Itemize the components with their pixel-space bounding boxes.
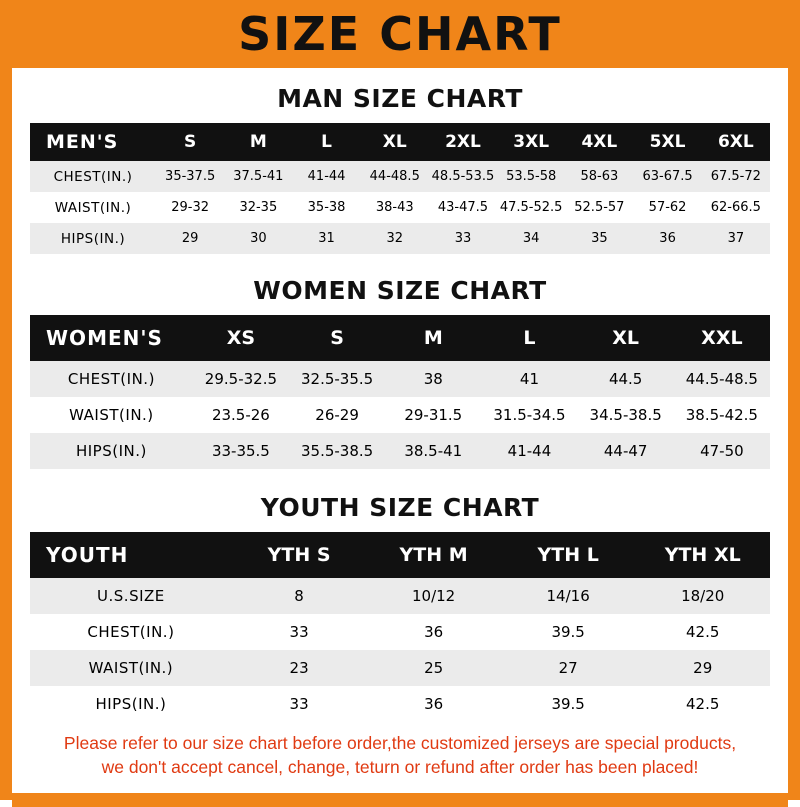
man-cell: 35 [591, 231, 608, 246]
women-size-table [30, 315, 770, 469]
youth-cell: 23 [289, 659, 309, 677]
man-cell: 47.5-52.5 [499, 200, 563, 215]
man-header-cell: 3XL [513, 132, 550, 152]
page-title: SIZE CHART [238, 7, 562, 61]
youth-cell: 29 [693, 659, 713, 677]
man-cell: 43-47.5 [437, 200, 489, 215]
header-band [12, 0, 788, 68]
women-cell: 23.5-26 [211, 406, 270, 424]
man-header-cell: 2XL [445, 132, 481, 152]
man-cell: 62-66.5 [710, 200, 761, 215]
women-cell: 41-44 [507, 442, 552, 460]
man-cell: 30 [250, 231, 267, 246]
youth-section-title: YOUTH SIZE CHART [260, 493, 540, 522]
youth-cell: 25 [424, 659, 444, 677]
women-cell: 33-35.5 [211, 442, 270, 460]
table-row [30, 614, 770, 650]
women-cell: 47-50 [700, 442, 744, 460]
man-header-cell: XL [382, 132, 407, 152]
youth-cell: 27 [558, 659, 578, 677]
man-table-header-row [30, 123, 770, 161]
youth-cell: 10/12 [411, 587, 456, 605]
youth-size-table [30, 532, 770, 722]
man-header-cell: 4XL [581, 132, 618, 152]
youth-cell: 33 [289, 695, 309, 713]
table-row [30, 397, 770, 433]
women-header-cell: M [423, 327, 443, 349]
man-cell: 37.5-41 [233, 169, 284, 184]
women-cell: 44.5 [608, 370, 643, 388]
bottom-band [12, 793, 788, 807]
youth-row-label: CHEST(IN.) [87, 623, 175, 641]
table-row [30, 223, 770, 254]
man-cell: 58-63 [580, 169, 619, 184]
man-section-title: MAN SIZE CHART [277, 84, 523, 113]
youth-header-cell: YTH L [537, 544, 599, 566]
man-cell: 36 [659, 231, 676, 246]
man-cell: 63-67.5 [642, 169, 693, 184]
man-header-cell: L [321, 132, 332, 152]
man-cell: 37 [727, 231, 745, 246]
man-cell: 32-35 [239, 200, 278, 215]
youth-header-cell: YTH S [267, 544, 331, 566]
women-header-cell: WOMEN'S [46, 326, 163, 350]
women-cell: 38.5-42.5 [685, 406, 758, 424]
women-cell: 44-47 [603, 442, 648, 460]
youth-header-cell: YTH M [399, 544, 468, 566]
youth-table-header-row [30, 532, 770, 578]
man-cell: 48.5-53.5 [431, 169, 495, 184]
footer-line-2: we don't accept cancel, change, teturn or refund after order has been placed! [101, 756, 699, 777]
man-header-cell: MEN'S [46, 131, 119, 153]
women-cell: 32.5-35.5 [300, 370, 374, 388]
man-header-cell: 6XL [717, 132, 754, 152]
man-header-cell: 5XL [649, 132, 686, 152]
table-row [30, 578, 770, 614]
women-row-label: HIPS(IN.) [75, 442, 147, 460]
youth-cell: 39.5 [551, 695, 585, 713]
youth-cell: 14/16 [546, 587, 590, 605]
table-row [30, 192, 770, 223]
youth-cell: 18/20 [681, 587, 725, 605]
women-cell: 31.5-34.5 [493, 406, 566, 424]
man-header-cell: M [249, 132, 267, 152]
women-cell: 38.5-41 [404, 442, 463, 460]
man-cell: 33 [454, 231, 472, 246]
man-row-label: HIPS(IN.) [60, 230, 126, 247]
youth-row-label: HIPS(IN.) [95, 695, 167, 713]
man-cell: 29-32 [171, 200, 210, 215]
women-section-title: WOMEN SIZE CHART [253, 276, 547, 305]
man-cell: 38-43 [375, 200, 414, 215]
women-cell: 29-31.5 [404, 406, 463, 424]
man-cell: 34 [522, 231, 540, 246]
women-cell: 35.5-38.5 [300, 442, 374, 460]
women-cell: 38 [423, 370, 443, 388]
youth-row-label: U.S.SIZE [97, 587, 165, 605]
man-cell: 44-48.5 [369, 169, 420, 184]
man-header-cell: S [184, 132, 197, 152]
man-row-label: CHEST(IN.) [53, 168, 133, 185]
youth-header-cell: YOUTH [46, 543, 129, 567]
man-cell: 35-38 [307, 200, 346, 215]
women-row-label: CHEST(IN.) [67, 370, 155, 388]
table-row [30, 361, 770, 397]
man-cell: 53.5-58 [506, 169, 557, 184]
women-cell: 29.5-32.5 [204, 370, 278, 388]
table-row [30, 161, 770, 192]
youth-row-label: WAIST(IN.) [88, 659, 174, 677]
youth-cell: 33 [289, 623, 309, 641]
women-cell: 26-29 [315, 406, 359, 424]
women-table-header-row [30, 315, 770, 361]
women-cell: 44.5-48.5 [685, 370, 758, 388]
footer-disclaimer [30, 722, 770, 793]
youth-cell: 39.5 [551, 623, 585, 641]
man-cell: 41-44 [307, 169, 346, 184]
man-cell: 57-62 [648, 200, 687, 215]
man-cell: 29 [181, 231, 199, 246]
table-row [30, 650, 770, 686]
women-cell: 41 [519, 370, 540, 388]
man-size-table [30, 123, 770, 254]
women-header-cell: S [330, 327, 344, 349]
man-row-label: WAIST(IN.) [54, 199, 132, 216]
youth-cell: 36 [424, 623, 444, 641]
man-cell: 32 [386, 231, 404, 246]
women-header-cell: XS [226, 327, 256, 349]
youth-cell: 42.5 [686, 623, 720, 641]
women-header-cell: XXL [701, 327, 743, 349]
man-cell: 31 [318, 231, 335, 246]
footer-line-1: Please refer to our size chart before order,the customized jerseys are special products, [63, 733, 737, 753]
youth-cell: 36 [424, 695, 444, 713]
youth-cell: 8 [294, 587, 304, 605]
table-row [30, 433, 770, 469]
man-cell: 35-37.5 [165, 169, 216, 184]
women-header-cell: XL [612, 327, 640, 349]
man-cell: 67.5-72 [710, 169, 761, 184]
youth-header-cell: YTH XL [664, 544, 741, 566]
table-row [30, 686, 770, 722]
man-cell: 52.5-57 [574, 200, 625, 215]
youth-cell: 42.5 [686, 695, 720, 713]
women-row-label: WAIST(IN.) [69, 406, 154, 424]
women-cell: 34.5-38.5 [589, 406, 662, 424]
chart-content [12, 68, 788, 793]
women-header-cell: L [523, 327, 536, 349]
